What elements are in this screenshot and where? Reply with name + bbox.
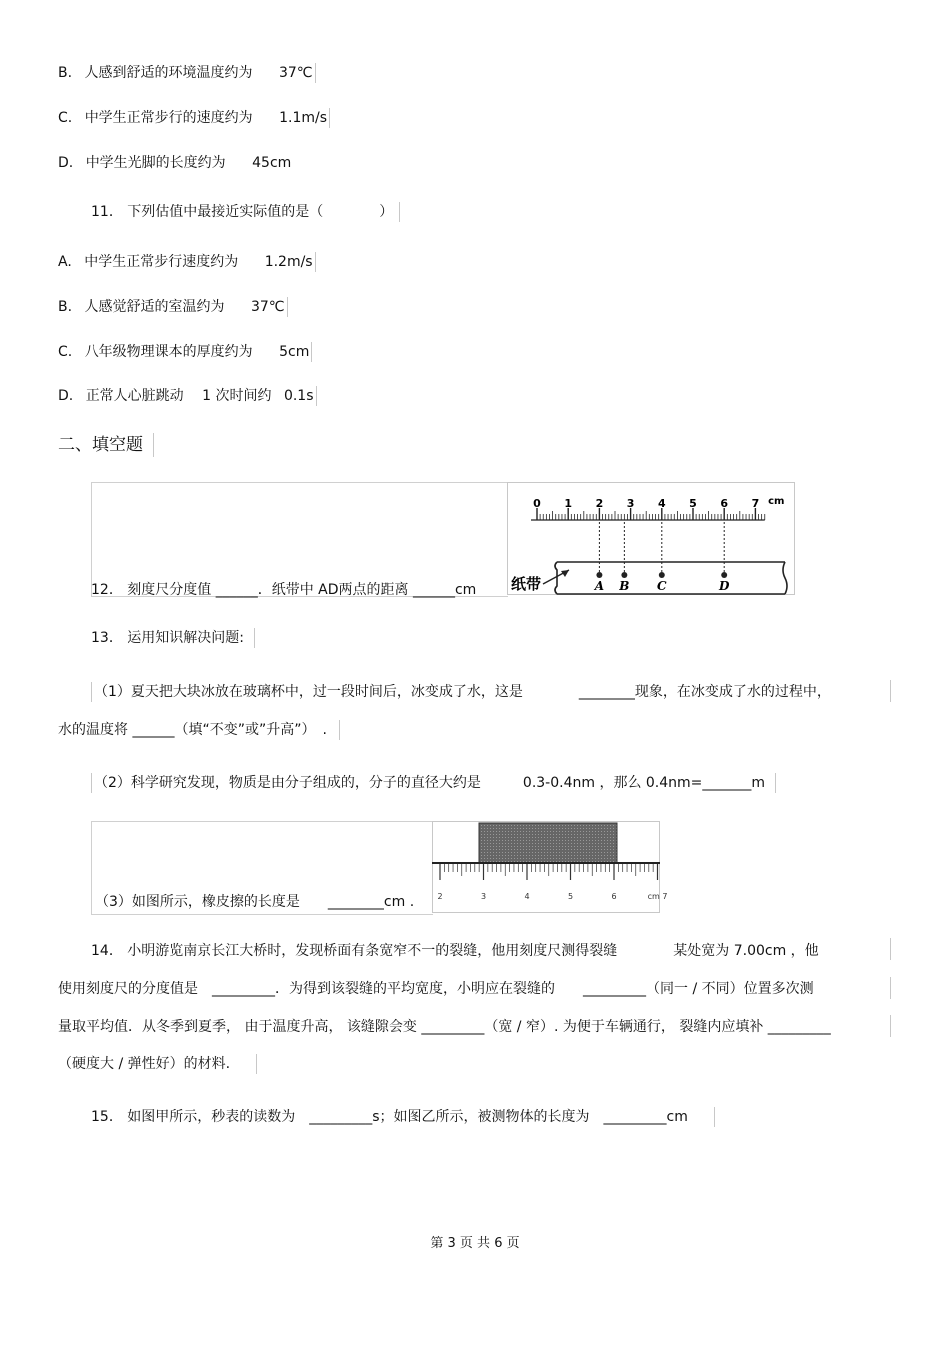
page-footer: 第 3 页 共 6 页 xyxy=(430,1236,520,1251)
q14-line3: 量取平均值．从冬季到夏季， 由于温度升高， 该缝隙会变 _________（宽 / 窄）. 为便于车辆通行， 裂缝内应填补 _________ xyxy=(58,1019,831,1035)
ruler-number: 4 xyxy=(657,497,666,510)
q14-line2: 使用刻度尺的分度值是 _________．为得到该裂缝的平均宽度，小明应在裂缝的 _________（同一 / 不同）位置多次测 xyxy=(58,981,814,997)
option-label: A. xyxy=(58,254,72,270)
option-label: D. xyxy=(58,388,74,404)
ruler-number: 6 xyxy=(611,892,617,901)
option-label: B. xyxy=(58,65,73,81)
ruler-unit: cm xyxy=(768,496,785,507)
tape-point xyxy=(659,572,665,578)
q10-option-d xyxy=(58,153,291,173)
option-value: 45cm xyxy=(252,155,292,171)
option-value: 37℃ xyxy=(250,299,285,315)
option-text: 中学生正常步行的速度约为 xyxy=(84,110,253,126)
option-text: 中学生正常步行速度约为 xyxy=(84,254,239,270)
option-text: 正常人心脏跳动 xyxy=(85,388,184,404)
ruler-number: 3 xyxy=(626,497,635,510)
tape-point xyxy=(596,572,602,578)
ruler-number: 3 xyxy=(480,892,487,901)
q15-text: 15． 如图甲所示，秒表的读数为 _________s；如图乙所示，被测物体的长度为 _________cm xyxy=(91,1107,715,1127)
q10-option-b xyxy=(58,63,316,83)
option-text: 八年级物理课本的厚度约为 xyxy=(84,344,253,360)
tape-point xyxy=(621,572,627,578)
q11-stem: 11． 下列估值中最接近实际值的是（ ） xyxy=(91,202,400,222)
point-label: A xyxy=(594,579,605,593)
ruler-number: 5 xyxy=(567,892,574,901)
point-label: D xyxy=(718,579,730,593)
q12-ruler-figure xyxy=(507,482,795,595)
q11-option-b xyxy=(58,297,288,317)
line-marker xyxy=(890,938,891,960)
ruler-number: 2 xyxy=(437,892,443,901)
ruler-number: cm 7 xyxy=(647,892,668,901)
q11-option-a xyxy=(58,252,316,272)
option-value: 1.2m/s xyxy=(264,254,313,270)
option-value: 5cm xyxy=(279,344,310,360)
q11-option-c xyxy=(58,342,312,362)
ruler-number: 2 xyxy=(595,497,604,510)
q13-part3: （3）如图所示，橡皮擦的长度是 ________cm . xyxy=(95,894,415,910)
q13-stem: 13． 运用知识解决问题: xyxy=(91,628,255,648)
option-text: 人感到舒适的环境温度约为 xyxy=(84,65,253,81)
q13-part1-line1: （1）夏天把大块冰放在玻璃杯中，过一段时间后，冰变成了水，这是 ________现象，在冰变成了水的过程中， xyxy=(91,682,831,702)
ruler-number: 0 xyxy=(533,497,541,510)
q14-line1: 14． 小明游览南京长江大桥时，发现桥面有条宽窄不一的裂缝，他用刻度尺测得裂缝 某处宽为 7.00cm ，他 xyxy=(91,943,819,959)
section-title: 二、填空题 xyxy=(58,433,154,457)
option-text-mid: 1 次时间约 xyxy=(202,388,272,404)
option-value: 0.1s xyxy=(283,388,314,404)
point-label: B xyxy=(619,579,630,593)
ruler-number: 7 xyxy=(751,497,760,510)
line-marker xyxy=(890,977,891,999)
tape-label: 纸带 xyxy=(511,575,542,593)
option-label: C. xyxy=(58,110,73,126)
option-text: 中学生光脚的长度约为 xyxy=(85,155,226,171)
eraser xyxy=(479,823,617,863)
tape-point xyxy=(721,572,727,578)
ruler-number: 5 xyxy=(689,497,697,510)
point-label: C xyxy=(657,579,667,593)
option-text: 人感觉舒适的室温约为 xyxy=(84,299,225,315)
q13-part2: （2）科学研究发现，物质是由分子组成的，分子的直径大约是 0.3-0.4nm ，那么 0.4nm=_______m xyxy=(91,773,776,793)
option-label: D. xyxy=(58,155,74,171)
q10-option-c xyxy=(58,108,330,128)
ruler-number: 6 xyxy=(720,497,729,510)
option-value: 1.1m/s xyxy=(279,110,328,126)
q11-option-d xyxy=(58,386,317,406)
option-label: B. xyxy=(58,299,73,315)
line-marker xyxy=(890,680,891,702)
q14-line4: （硬度大 / 弹性好）的材料. xyxy=(58,1054,257,1074)
line-marker xyxy=(890,1015,891,1037)
eraser-ruler-figure xyxy=(432,821,668,913)
q13-part1-line2: 水的温度将 ______（填“不变”或”升高”） . xyxy=(58,720,340,740)
option-value: 37℃ xyxy=(278,65,313,81)
option-label: C. xyxy=(58,344,73,360)
ruler-number: 1 xyxy=(564,497,573,510)
q12-text: 12． 刻度尺分度值 ______．纸带中 AD两点的距离 ______cm xyxy=(91,582,477,598)
ruler-number: 4 xyxy=(524,892,530,901)
